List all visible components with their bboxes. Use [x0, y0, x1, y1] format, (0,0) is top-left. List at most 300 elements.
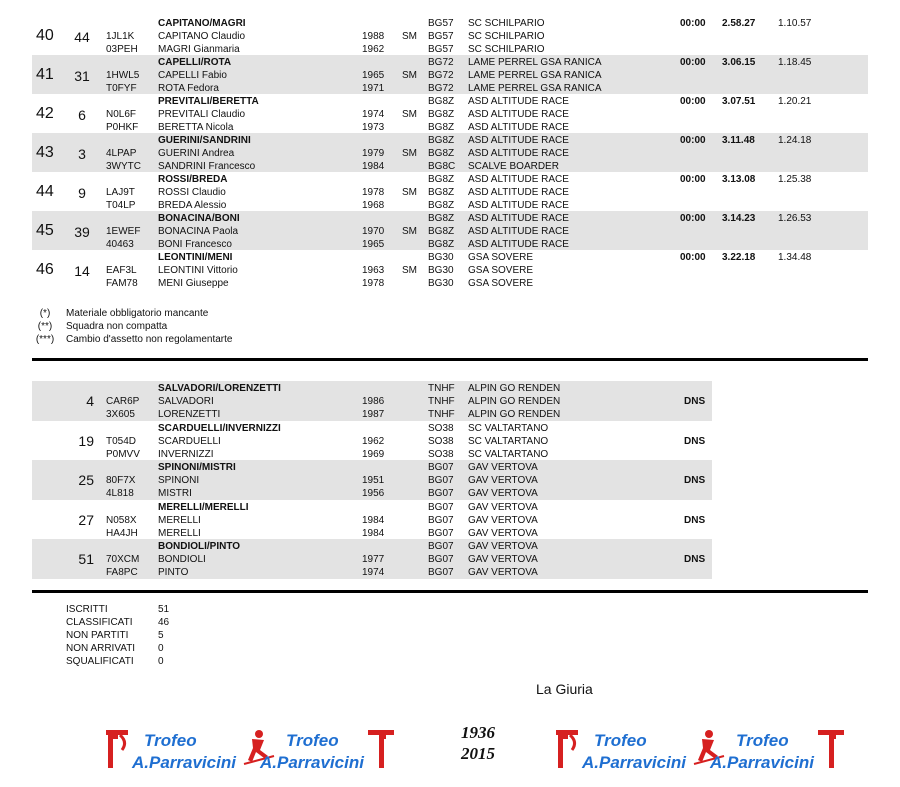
stat-row [66, 616, 206, 629]
section-divider [32, 358, 868, 361]
athlete-name: ROTA Fedora [158, 83, 219, 94]
club-name: LAME PERREL GSA RANICA [468, 83, 602, 94]
team-name: CAPELLI/ROTA [158, 57, 232, 68]
team-name: BONACINA/BONI [158, 213, 240, 224]
year-start: 1936 [461, 723, 495, 742]
athlete-name: CAPITANO Claudio [158, 31, 246, 42]
club-name: ASD ALTITUDE RACE [468, 135, 569, 146]
total-time: 2.58.27 [722, 18, 756, 29]
team-name: MERELLI/MERELLI [158, 501, 249, 513]
birth-year: 1965 [362, 239, 385, 250]
bib-number: 25 [78, 472, 94, 489]
athlete-name: SALVADORI [158, 396, 214, 407]
dns-team-row [32, 421, 712, 461]
club-name: SC SCHILPARIO [468, 31, 545, 42]
logo-line2: A.Parravicini [132, 753, 236, 772]
team-header-line [32, 95, 868, 108]
club-code: BG30 [428, 252, 454, 263]
dns-team-row [32, 539, 712, 579]
athlete-code: T0FYF [106, 83, 137, 94]
member-line [32, 553, 712, 566]
club-code: BG72 [428, 83, 454, 94]
athlete-name: MERELLI [158, 527, 201, 539]
birth-year: 1987 [362, 409, 385, 420]
athlete-name: GUERINI Andrea [158, 148, 235, 159]
member-line [32, 527, 712, 540]
athlete-code: 1HWL5 [106, 70, 140, 81]
athlete-name: PINTO [158, 567, 189, 579]
logo-line1: Trofeo [286, 731, 339, 750]
team-header-line [32, 134, 868, 147]
note-text: Squadra non compatta [66, 321, 168, 332]
club-name: ASD ALTITUDE RACE [468, 239, 569, 250]
club-code: BG8Z [428, 187, 455, 198]
bib-number: 6 [78, 107, 86, 123]
club-code: BG8Z [428, 109, 455, 120]
club-name: ALPIN GO RENDEN [468, 409, 561, 420]
team-name: GUERINI/SANDRINI [158, 135, 251, 146]
club-name: GSA SOVERE [468, 265, 534, 276]
stat-row [66, 603, 206, 616]
birth-year: 1984 [362, 527, 385, 539]
athlete-code: 4L818 [106, 488, 134, 500]
athlete-name: BREDA Alessio [158, 200, 227, 211]
athlete-code: 03PEH [106, 44, 138, 55]
club-name: GAV VERTOVA [468, 527, 538, 539]
club-name: ASD ALTITUDE RACE [468, 200, 569, 211]
team-row [32, 16, 868, 55]
time-gap: 1.24.18 [778, 135, 812, 146]
category: SM [402, 109, 417, 120]
athlete-code: LAJ9T [106, 187, 135, 198]
bib-number: 4 [86, 393, 94, 409]
team-row [32, 211, 868, 250]
time-gap: 1.18.45 [778, 57, 812, 68]
total-time: 3.14.23 [722, 213, 756, 224]
club-code: BG8Z [428, 135, 455, 146]
club-name: GSA SOVERE [468, 278, 534, 289]
club-name: GAV VERTOVA [468, 514, 538, 526]
trofeo-logo-left [106, 726, 396, 774]
athlete-name: BONACINA Paola [158, 226, 239, 237]
team-name: LEONTINI/MENI [158, 252, 233, 263]
athlete-code: 1EWEF [106, 226, 141, 237]
note-item [32, 307, 432, 320]
rank-position: 42 [36, 105, 54, 122]
athlete-name: MAGRI Gianmaria [158, 44, 240, 55]
club-code: TNHF [428, 396, 455, 407]
club-name: ASD ALTITUDE RACE [468, 122, 569, 133]
category: SM [402, 187, 417, 198]
athlete-code: 1JL1K [106, 31, 135, 42]
club-code: BG57 [428, 18, 454, 29]
member-line [32, 432, 712, 449]
bib-number: 31 [74, 68, 90, 84]
club-code: BG07 [428, 514, 454, 526]
birth-year: 1973 [362, 122, 385, 133]
ice-axe-icon [368, 730, 394, 768]
club-name: GAV VERTOVA [468, 554, 538, 566]
category: SM [402, 31, 417, 42]
club-name: LAME PERREL GSA RANICA [468, 70, 602, 81]
club-code: SO38 [428, 435, 454, 447]
trofeo-logo-icon [106, 726, 396, 774]
bib-number: 14 [74, 263, 90, 279]
team-header-line [32, 501, 712, 514]
athlete-name: SPINONI [158, 475, 200, 487]
year-end: 2015 [461, 744, 495, 763]
team-name: SCARDUELLI/INVERNIZZI [158, 422, 281, 434]
club-name: SC VALTARTANO [468, 435, 549, 447]
club-code: BG8Z [428, 96, 455, 107]
club-code: BG72 [428, 70, 454, 81]
stat-row [66, 655, 206, 668]
member-line [32, 277, 868, 290]
birth-year: 1988 [362, 31, 385, 42]
time-penalty: 00:00 [680, 57, 706, 68]
bib-number: 27 [78, 511, 94, 528]
athlete-name: BONI Francesco [158, 239, 232, 250]
club-name: ASD ALTITUDE RACE [468, 174, 569, 185]
logo-line1: Trofeo [144, 731, 197, 750]
team-name: CAPITANO/MAGRI [158, 18, 246, 29]
athlete-code: FA8PC [106, 567, 138, 579]
time-gap: 1.26.53 [778, 213, 812, 224]
club-name: SC VALTARTANO [468, 422, 549, 434]
athlete-code: 80F7X [106, 475, 136, 487]
club-name: GSA SOVERE [468, 252, 534, 263]
birth-year: 1970 [362, 226, 385, 237]
club-code: BG07 [428, 501, 454, 513]
club-code: BG07 [428, 554, 454, 566]
note-mark: (*) [39, 308, 51, 319]
time-gap: 1.25.38 [778, 174, 812, 185]
stat-label: NON PARTITI [66, 630, 129, 641]
athlete-name: MISTRI [158, 488, 192, 500]
athlete-name: BERETTA Nicola [158, 122, 234, 133]
athlete-code: 4LPAP [106, 148, 137, 159]
club-code: BG8C [428, 161, 456, 172]
club-name: ASD ALTITUDE RACE [468, 109, 569, 120]
stat-label: SQUALIFICATI [66, 656, 134, 667]
time-penalty: 00:00 [680, 252, 706, 263]
team-name: SALVADORI/LORENZETTI [158, 383, 281, 394]
athlete-name: MENI Giuseppe [158, 278, 229, 289]
total-time: 3.22.18 [722, 252, 756, 263]
club-code: SO38 [428, 422, 454, 434]
team-header-line [32, 212, 868, 225]
club-code: BG8Z [428, 226, 455, 237]
athlete-code: CAR6P [106, 396, 140, 407]
note-item [32, 320, 432, 333]
club-code: TNHF [428, 383, 455, 394]
stat-value: 0 [158, 656, 164, 667]
club-name: SC VALTARTANO [468, 448, 549, 460]
team-row [32, 94, 868, 133]
member-line [32, 474, 712, 487]
bib-number: 44 [74, 29, 90, 45]
athlete-code: 3WYTC [106, 161, 141, 172]
birth-year: 1977 [362, 554, 385, 566]
birth-year: 1974 [362, 567, 385, 579]
logo-line2: A.Parravicini [710, 753, 814, 772]
ranked-results [32, 16, 868, 289]
total-time: 3.11.48 [722, 135, 755, 146]
athlete-code: N0L6F [106, 109, 137, 120]
athlete-code: T04LP [106, 200, 136, 211]
rank-position: 44 [36, 183, 54, 200]
stat-value: 46 [158, 617, 170, 628]
athlete-name: LORENZETTI [158, 409, 221, 420]
total-time: 3.07.51 [722, 96, 756, 107]
club-code: BG8Z [428, 239, 455, 250]
jury-signature: La Giuria [536, 681, 593, 697]
stat-row [66, 629, 206, 642]
athlete-code: T054D [106, 435, 137, 447]
bib-number: 51 [78, 551, 94, 568]
athlete-name: MERELLI [158, 514, 201, 526]
time-penalty: 00:00 [680, 135, 706, 146]
athlete-code: P0MVV [106, 448, 140, 460]
logo-line2: A.Parravicini [260, 753, 364, 772]
member-line [32, 395, 712, 408]
club-name: SC SCHILPARIO [468, 18, 545, 29]
club-name: GAV VERTOVA [468, 501, 538, 513]
category: SM [402, 265, 417, 276]
note-mark: (**) [37, 321, 53, 332]
status-badge: DNS [684, 396, 706, 407]
team-header-line [32, 56, 868, 69]
club-name: ASD ALTITUDE RACE [468, 96, 569, 107]
member-line [32, 566, 712, 579]
birth-year: 1963 [362, 265, 385, 276]
athlete-name: SCARDUELLI [158, 435, 221, 447]
birth-year: 1956 [362, 488, 385, 500]
team-row [32, 172, 868, 211]
athlete-name: BONDIOLI [158, 554, 206, 566]
club-code: SO38 [428, 448, 454, 460]
member-line [32, 69, 868, 82]
logo-line1: Trofeo [736, 731, 789, 750]
team-header-line [32, 251, 868, 264]
athlete-name: SANDRINI Francesco [158, 161, 256, 172]
race-statistics [66, 603, 206, 668]
section-divider-bottom [32, 590, 868, 593]
club-code: BG8Z [428, 122, 455, 133]
birth-year: 1962 [362, 44, 385, 55]
birth-year: 1984 [362, 514, 385, 526]
stat-label: NON ARRIVATI [66, 643, 136, 654]
anniversary-years [448, 722, 508, 764]
athlete-code: HA4JH [106, 527, 138, 539]
club-name: ALPIN GO RENDEN [468, 383, 561, 394]
stat-value: 5 [158, 630, 164, 641]
birth-year: 1984 [362, 161, 385, 172]
status-badge: DNS [684, 435, 706, 447]
club-name: ASD ALTITUDE RACE [468, 213, 569, 224]
club-code: BG30 [428, 278, 454, 289]
club-name: LAME PERREL GSA RANICA [468, 57, 602, 68]
team-name: ROSSI/BREDA [158, 174, 228, 185]
birth-year: 1969 [362, 448, 385, 460]
club-code: BG8Z [428, 200, 455, 211]
logo-line1: Trofeo [594, 731, 647, 750]
birth-year: 1962 [362, 435, 385, 447]
team-name: BONDIOLI/PINTO [158, 541, 241, 553]
dns-team-row [32, 381, 712, 421]
member-line [32, 225, 868, 238]
club-name: GAV VERTOVA [468, 462, 538, 474]
athlete-code: FAM78 [106, 278, 138, 289]
bib-number: 39 [74, 224, 90, 240]
non-starters-list [32, 381, 712, 579]
birth-year: 1979 [362, 148, 385, 159]
birth-year: 1968 [362, 200, 385, 211]
athlete-code: 40463 [106, 239, 134, 250]
athlete-code: EAF3L [106, 265, 137, 276]
club-name: GAV VERTOVA [468, 488, 538, 500]
status-badge: DNS [684, 475, 706, 487]
time-gap: 1.10.57 [778, 18, 812, 29]
team-header-line [32, 382, 712, 395]
note-text: Materiale obbligatorio mancante [66, 308, 209, 319]
birth-year: 1951 [362, 475, 385, 487]
note-item [32, 333, 432, 346]
member-line [32, 408, 712, 421]
time-gap: 1.20.21 [778, 96, 812, 107]
category: SM [402, 148, 417, 159]
club-code: BG07 [428, 541, 454, 553]
club-name: ASD ALTITUDE RACE [468, 226, 569, 237]
stat-row [66, 642, 206, 655]
trofeo-logo-icon [556, 726, 846, 774]
dns-team-row [32, 500, 712, 540]
time-penalty: 00:00 [680, 213, 706, 224]
club-code: BG07 [428, 462, 454, 474]
category: SM [402, 70, 417, 81]
club-code: BG8Z [428, 174, 455, 185]
time-penalty: 00:00 [680, 96, 706, 107]
stat-value: 51 [158, 604, 170, 615]
club-name: GAV VERTOVA [468, 541, 538, 553]
club-code: BG07 [428, 567, 454, 579]
category: SM [402, 226, 417, 237]
member-line [32, 511, 712, 528]
total-time: 3.06.15 [722, 57, 756, 68]
club-name: ASD ALTITUDE RACE [468, 148, 569, 159]
notes-legend [32, 307, 432, 346]
club-name: SCALVE BOARDER [468, 161, 559, 172]
time-gap: 1.34.48 [778, 252, 812, 263]
time-penalty: 00:00 [680, 18, 706, 29]
member-line [32, 448, 712, 461]
club-code: BG57 [428, 31, 454, 42]
club-code: BG07 [428, 475, 454, 487]
team-name: PREVITALI/BERETTA [158, 96, 259, 107]
birth-year: 1971 [362, 83, 385, 94]
club-name: SC SCHILPARIO [468, 44, 545, 55]
member-line [32, 30, 868, 43]
time-penalty: 00:00 [680, 174, 706, 185]
stat-value: 0 [158, 643, 164, 654]
team-header-line [32, 173, 868, 186]
note-text: Cambio d'assetto non regolamentarte [66, 334, 233, 345]
bib-number: 9 [78, 185, 86, 201]
rank-position: 40 [36, 27, 54, 44]
athlete-code: 70XCM [106, 554, 140, 566]
birth-year: 1978 [362, 187, 385, 198]
club-name: ASD ALTITUDE RACE [468, 187, 569, 198]
athlete-name: PREVITALI Claudio [158, 109, 246, 120]
team-header-line [32, 422, 712, 435]
athlete-code: P0HKF [106, 122, 139, 133]
birth-year: 1986 [362, 396, 385, 407]
team-header-line [32, 17, 868, 30]
member-line [32, 487, 712, 500]
member-line [32, 186, 868, 199]
stat-label: ISCRITTI [66, 604, 108, 615]
team-header-line [32, 540, 712, 553]
birth-year: 1965 [362, 70, 385, 81]
rank-position: 45 [36, 222, 54, 239]
club-code: TNHF [428, 409, 455, 420]
club-code: BG30 [428, 265, 454, 276]
birth-year: 1974 [362, 109, 385, 120]
rank-position: 43 [36, 144, 54, 161]
logo-line2: A.Parravicini [582, 753, 686, 772]
club-code: BG72 [428, 57, 454, 68]
trofeo-logo-right [556, 726, 846, 774]
note-mark: (***) [35, 334, 55, 345]
total-time: 3.13.08 [722, 174, 756, 185]
athlete-name: ROSSI Claudio [158, 187, 226, 198]
athlete-name: LEONTINI Vittorio [158, 265, 238, 276]
team-name: SPINONI/MISTRI [158, 462, 236, 474]
ice-axe-icon [818, 730, 844, 768]
ice-axe-icon [106, 730, 128, 768]
club-name: ALPIN GO RENDEN [468, 396, 561, 407]
bib-number: 3 [78, 146, 86, 162]
rank-position: 46 [36, 261, 54, 278]
club-code: BG8Z [428, 148, 455, 159]
team-row [32, 133, 868, 172]
club-code: BG07 [428, 527, 454, 539]
club-code: BG57 [428, 44, 454, 55]
rank-position: 41 [36, 66, 54, 83]
status-badge: DNS [684, 514, 706, 526]
club-name: GAV VERTOVA [468, 567, 538, 579]
stat-label: CLASSIFICATI [66, 617, 133, 628]
status-badge: DNS [684, 554, 706, 566]
team-row [32, 55, 868, 94]
member-line [32, 147, 868, 160]
club-code: BG8Z [428, 213, 455, 224]
athlete-code: 3X605 [106, 409, 135, 420]
athlete-name: INVERNIZZI [158, 448, 214, 460]
club-code: BG07 [428, 488, 454, 500]
athlete-name: CAPELLI Fabio [158, 70, 227, 81]
dns-team-row [32, 460, 712, 500]
club-name: GAV VERTOVA [468, 475, 538, 487]
team-row [32, 250, 868, 289]
athlete-code: N058X [106, 514, 137, 526]
bib-number: 19 [78, 432, 94, 449]
member-line [32, 108, 868, 121]
ice-axe-icon [556, 730, 578, 768]
member-line [32, 264, 868, 277]
team-header-line [32, 461, 712, 474]
birth-year: 1978 [362, 278, 385, 289]
